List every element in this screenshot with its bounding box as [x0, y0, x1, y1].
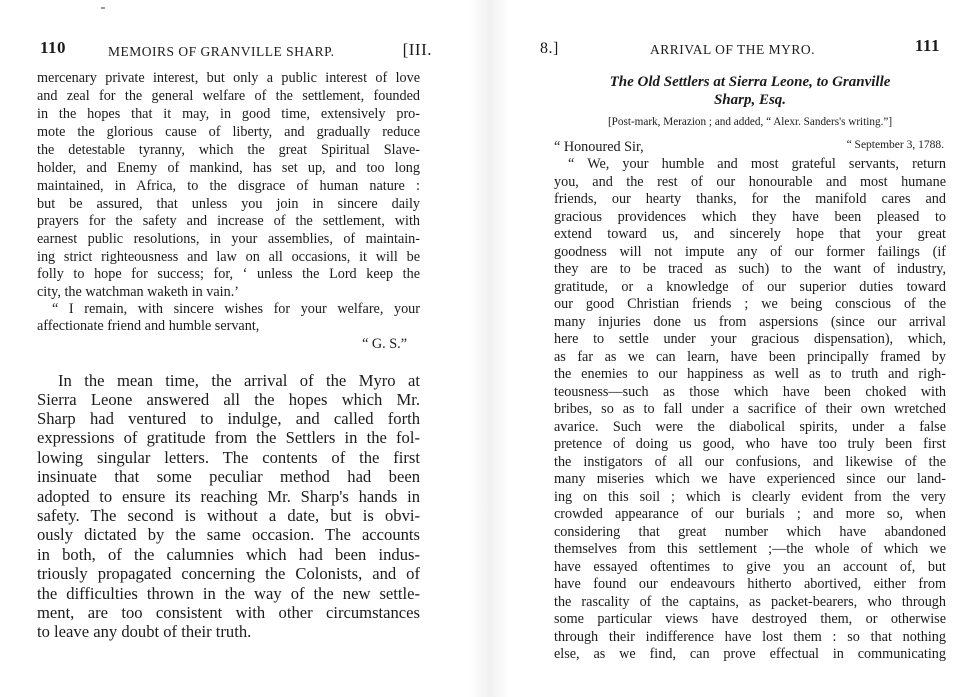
left-page [0, 0, 470, 697]
text-line: in the hopes that it may, in good time, extensively pro- [37, 106, 420, 122]
right-chapter-marker: 8.] [540, 40, 559, 57]
text-line: ment, are too consistent with other circumstances [37, 603, 420, 622]
text-line: to leave any doubt of their truth. [37, 622, 252, 641]
left-running-head [40, 36, 432, 60]
text-line: ously dictated by the same occasion. The accounts [37, 525, 420, 544]
text-line: triously propagated concerning the Colonists, and of [37, 564, 420, 583]
letter-title: Sharp, Esq. [713, 92, 787, 108]
text-line: gratitude, or a knowledge of our superior duties toward [554, 279, 946, 295]
text-line: ing on this soil ; which is clearly evident from the very [554, 489, 946, 505]
text-line: the difficulties thrown in the way of the new settle- [37, 584, 420, 603]
text-line: teousness—such as those which have been choked with [554, 384, 946, 400]
text-line: themselves from this settlement ;—the whole of which we [554, 541, 946, 557]
text-line: have found our endeavours hitherto abortived, either from [554, 576, 946, 592]
text-line: the instigators of all our confusions, and likewise of the [554, 454, 946, 470]
text-line: safety. The second is without a date, but is obvi- [37, 506, 420, 525]
text-line: considering that great number which have abandoned [554, 524, 946, 540]
right-running-title: ARRIVAL OF THE MYRO. [650, 42, 816, 57]
left-page-number: 110 [40, 38, 67, 57]
text-line: the enemies to our happiness as well as to truth and righ- [554, 366, 946, 382]
left-running-title: MEMOIRS OF GRANVILLE SHARP. [108, 44, 335, 59]
text-line: here to settle under your gracious dispensation), which, [554, 331, 946, 347]
text-line: and zeal for the general welfare of the settlement, founded [37, 88, 420, 104]
letter-title: The Old Settlers at Sierra Leone, to Granville [609, 74, 891, 90]
text-line: insinuate that some peculiar method had been [37, 467, 420, 486]
text-line: affectionate friend and humble servant, [37, 318, 260, 334]
text-line: expressions of gratitude from the Settlers in the fol- [37, 428, 420, 447]
text-line: else, as we find, can prove effectual in communicating [554, 646, 946, 662]
text-line: adopted to ensure its reaching Mr. Sharp's hands in [37, 487, 420, 506]
left-chapter-marker: [III. [402, 40, 432, 59]
text-line: but be assured, that unless you join in sincere daily [37, 196, 420, 212]
text-line: pretence of doing us good, who have too truly been first [554, 436, 946, 452]
text-line: have essayed oftentimes to give you an account of, but [554, 559, 946, 575]
text-line: earnest public resolutions, in your assemblies, of maintain- [37, 231, 420, 247]
text-line: the rascality of the captains, as packet-bearers, who through [554, 594, 946, 610]
text-line: our good Christian friends ; we being conscious of the [554, 296, 946, 312]
text-line: many injuries done us from aspersions (since our arrival [554, 314, 946, 330]
text-line: goodness will not impute any of our former failings (if [554, 244, 946, 260]
text-line: “ We, your humble and most grateful servants, return [568, 156, 946, 172]
text-line: mercenary private interest, but only a public interest of love [37, 70, 420, 86]
text-line: prayers for the safety and increase of the settlement, with [37, 213, 420, 229]
text-line: you, and the rest of our honourable and most humane [554, 174, 946, 190]
text-line: city, the watchman waketh in vain.’ [37, 284, 239, 300]
text-line: gracious providences which they have been pleased to [554, 209, 946, 225]
text-line: In the mean time, the arrival of the Myro at [58, 371, 420, 390]
text-line: bribes, so as to fall under a sacrifice of their own wretched [554, 401, 946, 417]
text-line: ing strict righteousness and law on all occasions, it will be [37, 249, 420, 265]
right-page [510, 0, 980, 697]
letter-date: “ September 3, 1788. [846, 139, 944, 151]
letter-signature: “ G. S.” [362, 336, 407, 352]
text-line: “ I remain, with sincere wishes for your welfare, your [52, 301, 420, 317]
text-line: in both, of the calumnies which had been indus- [37, 545, 420, 564]
text-line: maintained, in Africa, to the disgrace of human nature : [37, 178, 420, 194]
text-line: lowing singular letters. The contents of the first [37, 448, 420, 467]
text-line: some particular views have destroyed them, or otherwise [554, 611, 946, 627]
text-line: Sierra Leone answered all the hopes which Mr. [37, 390, 420, 409]
right-running-head [540, 36, 940, 60]
text-line: the detestable tyranny, which the great Spiritual Slave- [37, 142, 420, 158]
text-line: Sharp had ventured to indulge, and called forth [37, 409, 420, 428]
text-line: through their indifference have lost them : so that nothing [554, 629, 946, 645]
text-line: they are to be traced as such) to the want of industry, [554, 261, 946, 277]
letter-salutation: “ Honoured Sir, [554, 139, 644, 155]
text-line: folly to hope for success; for, ‘ unless the Lord keep the [37, 266, 420, 282]
text-line: friends, our hearty thanks, for the manifold cares and [554, 191, 946, 207]
text-line: avarice. Such were the diabolical spirits, under a false [554, 419, 946, 435]
text-line: mote the glorious cause of liberty, and gradually reduce [37, 124, 420, 140]
book-gutter [470, 0, 510, 697]
text-line: crowded appearance of our burials ; and more so, when [554, 506, 946, 522]
text-line: as far as we can learn, have been principally framed by [554, 349, 946, 365]
postmark-note: [Post-mark, Merazion ; and added, “ Alexr. Sanders's writing.”] [607, 116, 893, 128]
right-page-number: 111 [914, 36, 940, 55]
text-line: many miseries which we have experienced since our land- [554, 471, 946, 487]
text-line: holder, and Enemy of mankind, has set up, and too long [37, 160, 420, 176]
text-line: extend toward us, and sincerely hope that your great [554, 226, 946, 242]
